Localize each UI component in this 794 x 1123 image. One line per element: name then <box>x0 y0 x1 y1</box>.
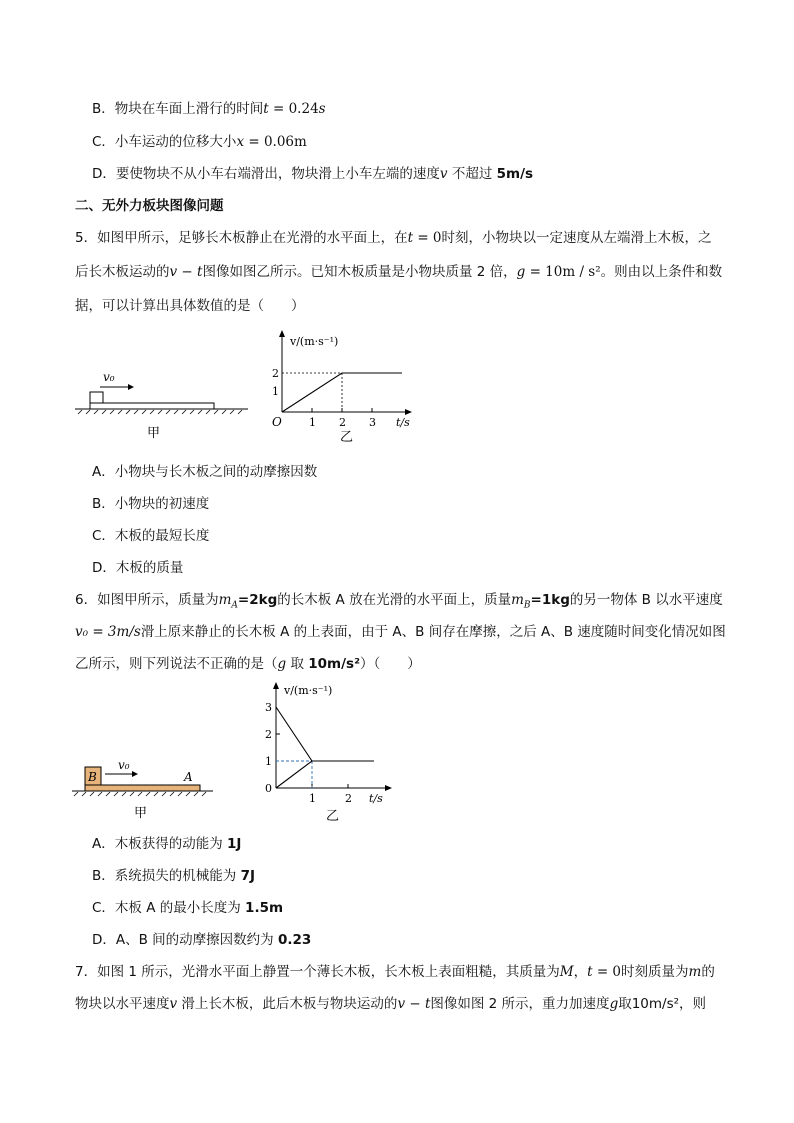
q4-option-b: B．物块在车面上滑行的时间t = 0.24s <box>92 101 326 117</box>
q6-stem-line2: v₀ = 3m/s滑上原来静止的长木板 A 的上表面，由于 A、B 间存在摩擦，之后 A、B 速度随时间变化情况如图 <box>75 624 726 640</box>
q6-jia-v0-arrowhead <box>132 771 138 777</box>
q6-yi-ytick-2: 2 <box>265 728 272 741</box>
q6-figure-yi <box>256 678 406 826</box>
q6-option-d: D．A、B 间的动摩擦因数约为 0.23 <box>92 932 312 948</box>
q5-stem-line1: 5．如图甲所示，足够长木板静止在光滑的水平面上，在t = 0时刻，小物块以一定速度从左端滑上木板，之 <box>75 230 712 246</box>
q6-yi-series-b <box>276 707 374 761</box>
q6-yi-x-arrowhead <box>385 785 392 791</box>
q6-jia-block-b-label: B <box>88 770 97 784</box>
q6-jia-plank-a <box>85 785 200 791</box>
q6-yi-ylabel: v/(m·s⁻¹) <box>284 684 333 697</box>
q6-jia-caption: 甲 <box>134 806 148 821</box>
q6-option-b: B．系统损失的机械能为 7J <box>92 868 255 884</box>
q5-yi-ytick-2: 2 <box>272 367 279 380</box>
q6-yi-xtick-2: 2 <box>345 792 352 805</box>
q5-stem-line3: 据，可以计算出具体数值的是（ ） <box>75 298 305 314</box>
q5-option-c: C．木板的最短长度 <box>92 528 210 544</box>
q5-figure-jia <box>70 360 260 446</box>
q5-jia-v0-arrowhead <box>128 384 134 390</box>
q5-option-a: A．小物块与长木板之间的动摩擦因数 <box>92 464 318 480</box>
q6-yi-ytick-3: 3 <box>265 701 272 714</box>
q6-yi-series-a <box>276 761 312 788</box>
q5-jia-v0-label: v₀ <box>103 370 115 384</box>
q5-jia-ground-hatch <box>78 410 242 414</box>
q5-yi-xlabel: t/s <box>396 416 410 429</box>
q6-stem-line3: 乙所示，则下列说法不正确的是（g 取 10m/s²）（ ） <box>75 656 421 672</box>
q5-stem-line2: 后长木板运动的v − t图像如图乙所示。已知木板质量是小物块质量 2 倍，g = 10m / s²。则由以上条件和数 <box>75 264 723 280</box>
q5-yi-ylabel: v/(m·s⁻¹) <box>290 335 339 348</box>
q5-yi-caption: 乙 <box>340 430 354 445</box>
q6-yi-xlabel: t/s <box>369 792 383 805</box>
q7-stem-line1: 7．如图 1 所示，光滑水平面上静置一个薄长木板，长木板上表面粗糙，其质量为M，t = 0时刻质量为m的 <box>75 964 715 980</box>
q5-yi-origin: O <box>272 415 282 429</box>
q6-yi-ytick-0: 0 <box>265 782 272 795</box>
q5-yi-ytick-1: 1 <box>272 385 279 398</box>
q5-option-b: B．小物块的初速度 <box>92 496 210 512</box>
q5-figure-yi <box>262 328 422 450</box>
q4-option-d: D．要使物块不从小车右端滑出，物块滑上小车左端的速度v 不超过 5m/s <box>92 166 534 182</box>
q5-yi-xtick-2: 2 <box>339 416 346 429</box>
q7-stem-line2: 物块以水平速度v 滑上长木板，此后木板与物块运动的v − t图像如图 2 所示，重力加速度g取10m/s²，则 <box>75 996 707 1012</box>
q4-option-c: C．小车运动的位移大小x = 0.06m <box>92 134 307 150</box>
q6-jia-v0-label: v₀ <box>118 758 130 772</box>
q5-jia-plank <box>90 403 214 409</box>
q6-stem-line1: 6．如图甲所示，质量为$m_A=2kg$的长木板 A 放在光滑的水平面上，质量$m_B=1kg$的另一物体 B 以水平速度 <box>75 592 723 611</box>
q6-figure-jia <box>70 755 220 827</box>
q5-yi-xtick-1: 1 <box>309 416 316 429</box>
q5-yi-x-arrowhead <box>405 409 412 415</box>
q6-yi-ytick-1: 1 <box>265 755 272 768</box>
q6-option-a: A．木板获得的动能为 1J <box>92 836 242 852</box>
q6-yi-xtick-1: 1 <box>309 792 316 805</box>
q5-jia-block <box>90 392 103 403</box>
q6-yi-y-arrowhead <box>273 682 279 689</box>
q5-jia-caption: 甲 <box>147 426 161 441</box>
q6-yi-caption: 乙 <box>326 809 340 824</box>
q6-jia-plank-label: A <box>184 770 193 784</box>
q5-option-d: D．木板的质量 <box>92 560 184 576</box>
q5-yi-xtick-3: 3 <box>369 416 376 429</box>
section-title: 二、无外力板块图像问题 <box>75 198 224 214</box>
q6-jia-ground-hatch <box>74 792 206 796</box>
q6-option-c: C．木板 A 的最小长度为 1.5m <box>92 900 284 916</box>
q5-yi-y-arrowhead <box>279 330 285 337</box>
